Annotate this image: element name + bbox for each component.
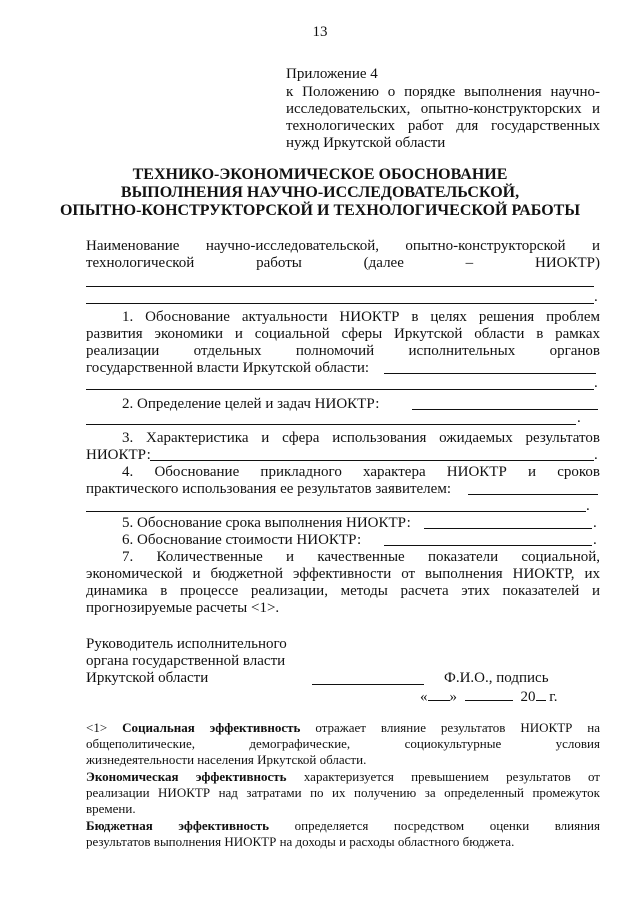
page-number: 13 [312, 24, 328, 40]
heading-line: ВЫПОЛНЕНИЯ НАУЧНО-ИССЛЕДОВАТЕЛЬСКОЙ, [120, 184, 520, 201]
blank-line [384, 373, 596, 374]
footnote-economic [86, 769, 600, 784]
appendix-title: Приложение 4 [286, 66, 378, 82]
heading-line: ОПЫТНО-КОНСТРУКТОРСКОЙ И ТЕХНОЛОГИЧЕСКОЙ РАБОТЫ [59, 202, 581, 219]
date-year-blank [536, 688, 546, 701]
signatory-title: Иркутской области [86, 670, 209, 686]
item-1-text: 1. Обоснование актуальности НИОКТР в целях решения проблем [122, 309, 600, 325]
fio-signature-label: Ф.И.О., подпись [444, 670, 549, 686]
footnote-text: жизнедеятельности населения Иркутской области. [86, 752, 367, 767]
signatory-title: Руководитель исполнительного [86, 636, 287, 652]
date-quote-close: » [449, 689, 457, 705]
blank-line [384, 545, 592, 546]
blank-line [412, 409, 598, 410]
period: . [593, 515, 597, 531]
blank-line [468, 494, 598, 495]
appendix-line: к Положению о порядке выполнения научно- [286, 84, 600, 100]
footnote-text: определяется посредством оценки влияния [294, 818, 600, 833]
date-day-blank [428, 688, 450, 701]
item-6-text: 6. Обоснование стоимости НИОКТР: [122, 532, 362, 548]
item-7-text: экономической и бюджетной эффективности от выполнения НИОКТР, их [86, 566, 600, 582]
period: . [577, 410, 581, 426]
name-field-label: Наименование научно-исследовательской, опытно-конструкторской и [86, 238, 600, 254]
heading-line: ТЕХНИКО-ЭКОНОМИЧЕСКОЕ ОБОСНОВАНИЕ [132, 166, 508, 183]
budget-efficiency-term: эффективность [178, 818, 270, 833]
footnote-text: реализации НИОКТР над затратами по их получению за определенный промежуток [86, 785, 600, 800]
appendix-line: технологических работ для государственных [286, 118, 600, 134]
item-1-text: реализации отдельных полномочий исполнительных органов [86, 343, 600, 359]
item-1-text: государственной власти Иркутской области: [86, 360, 370, 376]
period: . [594, 375, 598, 391]
item-7-text: прогнозируемые расчеты <1>. [86, 600, 280, 616]
date-quote-open: « [420, 689, 428, 705]
social-efficiency-term: Социальная эффективность [122, 720, 301, 735]
item-1-text: развития экономики и социальной сферы Иркутской области в рамках [86, 326, 600, 342]
blank-line [86, 286, 594, 287]
period: . [593, 532, 597, 548]
item-2-text: 2. Определение целей и задач НИОКТР: [122, 396, 380, 412]
period: . [586, 498, 590, 514]
item-7-text: 7. Количественные и качественные показатели социальной, [122, 549, 600, 565]
footnote-marker: <1> [86, 720, 108, 735]
date-field [420, 688, 557, 706]
footnote-social [86, 720, 600, 735]
item-7-text: динамика в процессе реализации, методы расчета этих показателей и [86, 583, 600, 599]
item-5-text: 5. Обоснование срока выполнения НИОКТР: [122, 515, 411, 531]
footnote-text: времени. [86, 801, 136, 816]
footnote-text: характеризуется превышением результатов от [303, 769, 600, 784]
blank-line [86, 303, 594, 304]
date-year: 20 [520, 689, 536, 705]
blank-line [150, 460, 594, 461]
appendix-line: нужд Иркутской области [286, 135, 446, 151]
date-month-blank [465, 688, 513, 701]
footnote-text: отражает влияние результатов НИОКТР на [315, 720, 601, 735]
date-suffix: г. [549, 689, 558, 705]
appendix-line: исследовательских, опытно-конструкторских и [286, 101, 600, 117]
budget-efficiency-term: Бюджетная [86, 818, 153, 833]
item-3-text: 3. Характеристика и сфера использования ожидаемых результатов [122, 430, 600, 446]
blank-line [424, 528, 592, 529]
item-4-text: 4. Обоснование прикладного характера НИОКТР и сроков [122, 464, 600, 480]
item-3-text: НИОКТР: [86, 447, 151, 463]
name-field-label: технологической работы (далее – НИОКТР) [86, 255, 600, 271]
footnote-text: общеполитические, демографические, социокультурные условия [86, 736, 600, 751]
signature-line [312, 684, 424, 685]
blank-line [86, 424, 576, 425]
item-4-text: практического использования ее результатов заявителем: [86, 481, 451, 497]
blank-line [86, 511, 586, 512]
footnote-text: результатов выполнения НИОКТР на доходы и расходы областного бюджета. [86, 834, 515, 849]
footnote-budget [86, 818, 600, 833]
signatory-title: органа государственной власти [86, 653, 286, 669]
economic-efficiency-term: Экономическая эффективность [86, 769, 287, 784]
blank-line [86, 389, 594, 390]
period: . [594, 289, 598, 305]
period: . [594, 447, 598, 463]
